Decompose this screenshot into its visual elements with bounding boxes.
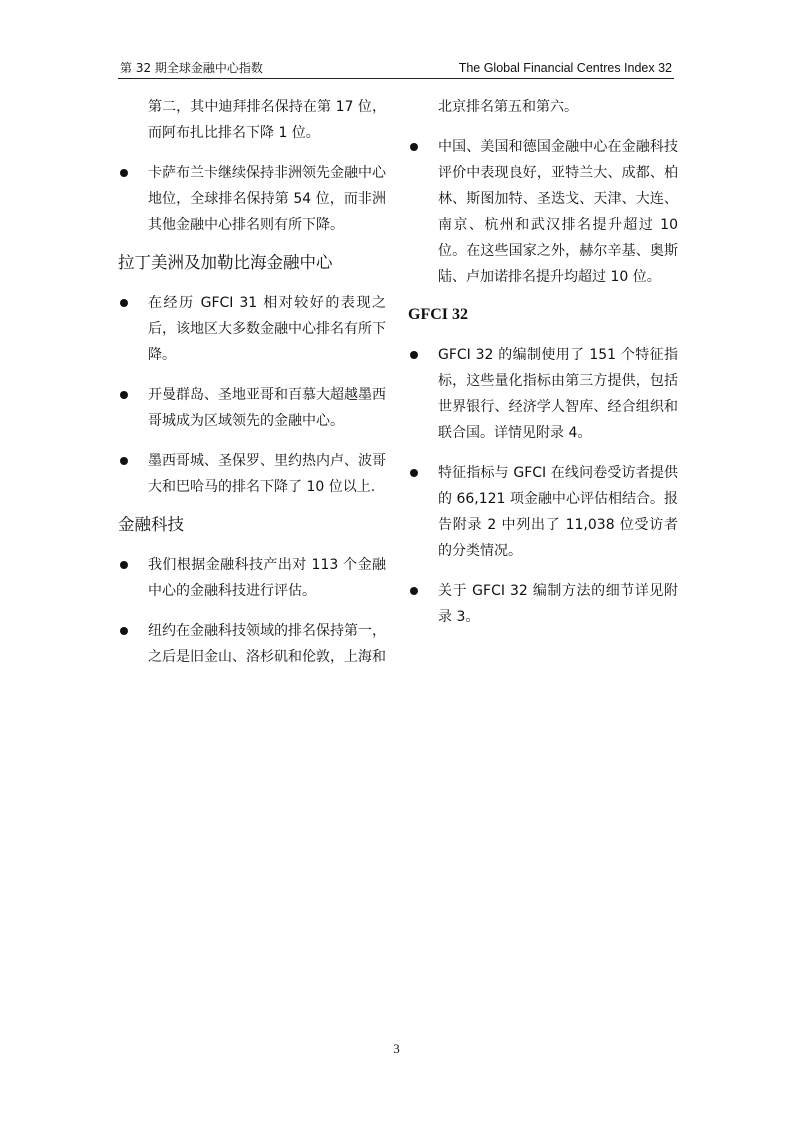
- bullet-item: [118, 448, 386, 500]
- section-heading-fintech: 金融科技: [118, 515, 184, 534]
- bullet-text: 纽约在金融科技领域的排名保持第一，之后是旧金山、洛杉矶和伦敦，上海和: [148, 623, 386, 665]
- header-title-chinese: 第 32 期全球金融中心指数: [120, 61, 263, 75]
- page-header: [118, 58, 674, 79]
- bullet-text: 开曼群岛、圣地亚哥和百慕大超越墨西哥城成为区域领先的金融中心。: [148, 387, 386, 429]
- bullet-text: 我们根据金融科技产出对 113 个金融中心的金融科技进行评估。: [148, 557, 386, 599]
- bullet-text: 卡萨布兰卡继续保持非洲领先金融中心地位，全球排名保持第 54 位，而非洲其他金融中心排名则有所下降。: [148, 165, 386, 233]
- header-title-english: The Global Financial Centres Index 32: [458, 61, 672, 75]
- bullet-text: 在经历 GFCI 31 相对较好的表现之后，该地区大多数金融中心排名有所下降。: [148, 295, 386, 363]
- bullet-text: GFCI 32 的编制使用了 151 个特征指标，这些量化指标由第三方提供，包括世界银行、经济学人智库、经合组织和联合国。详情见附录 4。: [438, 347, 678, 441]
- bullet-item: [118, 382, 386, 434]
- continued-paragraph: [118, 94, 386, 146]
- bullet-dot-icon: [120, 169, 128, 177]
- bullet-item: [408, 460, 678, 564]
- paragraph-text: 北京排名第五和第六。: [438, 99, 578, 115]
- page-number: 3: [393, 1041, 400, 1056]
- left-column: [118, 94, 386, 684]
- continued-paragraph: [408, 94, 678, 120]
- bullet-dot-icon: [120, 299, 128, 307]
- bullet-dot-icon: [120, 627, 128, 635]
- bullet-dot-icon: [120, 561, 128, 569]
- bullet-item: [118, 552, 386, 604]
- section-heading-latin-america: 拉丁美洲及加勒比海金融中心: [118, 253, 333, 272]
- bullet-text: 墨西哥城、圣保罗、里约热内卢、波哥大和巴哈马的排名下降了 10 位以上.: [148, 453, 386, 495]
- bullet-item: [408, 134, 678, 290]
- bullet-dot-icon: [410, 469, 418, 477]
- bullet-text: 中国、美国和德国金融中心在金融科技评价中表现良好，亚特兰大、成都、柏林、斯图加特、圣迭戈、天津、大连、南京、杭州和武汉排名提升超过 10 位。在这些国家之外，赫尔辛基、奥斯陆、卢加诺排名提升均超过 10 位。: [438, 139, 678, 285]
- paragraph-text: 第二，其中迪拜排名保持在第 17 位，而阿布扎比排名下降 1 位。: [148, 99, 386, 141]
- bullet-dot-icon: [410, 143, 418, 151]
- bullet-item: [118, 290, 386, 368]
- bullet-item: [408, 342, 678, 446]
- bullet-text: 特征指标与 GFCI 在线问卷受访者提供的 66,121 项金融中心评估相结合。报告附录 2 中列出了 11,038 位受访者的分类情况。: [438, 465, 678, 559]
- section-heading-gfci: GFCI 32: [408, 306, 468, 323]
- bullet-item: [118, 618, 386, 670]
- bullet-dot-icon: [410, 351, 418, 359]
- right-column: [408, 94, 678, 644]
- bullet-dot-icon: [120, 391, 128, 399]
- bullet-dot-icon: [120, 457, 128, 465]
- bullet-text: 关于 GFCI 32 编制方法的细节详见附录 3。: [438, 583, 678, 625]
- bullet-item: [408, 578, 678, 630]
- bullet-dot-icon: [410, 587, 418, 595]
- bullet-item: [118, 160, 386, 238]
